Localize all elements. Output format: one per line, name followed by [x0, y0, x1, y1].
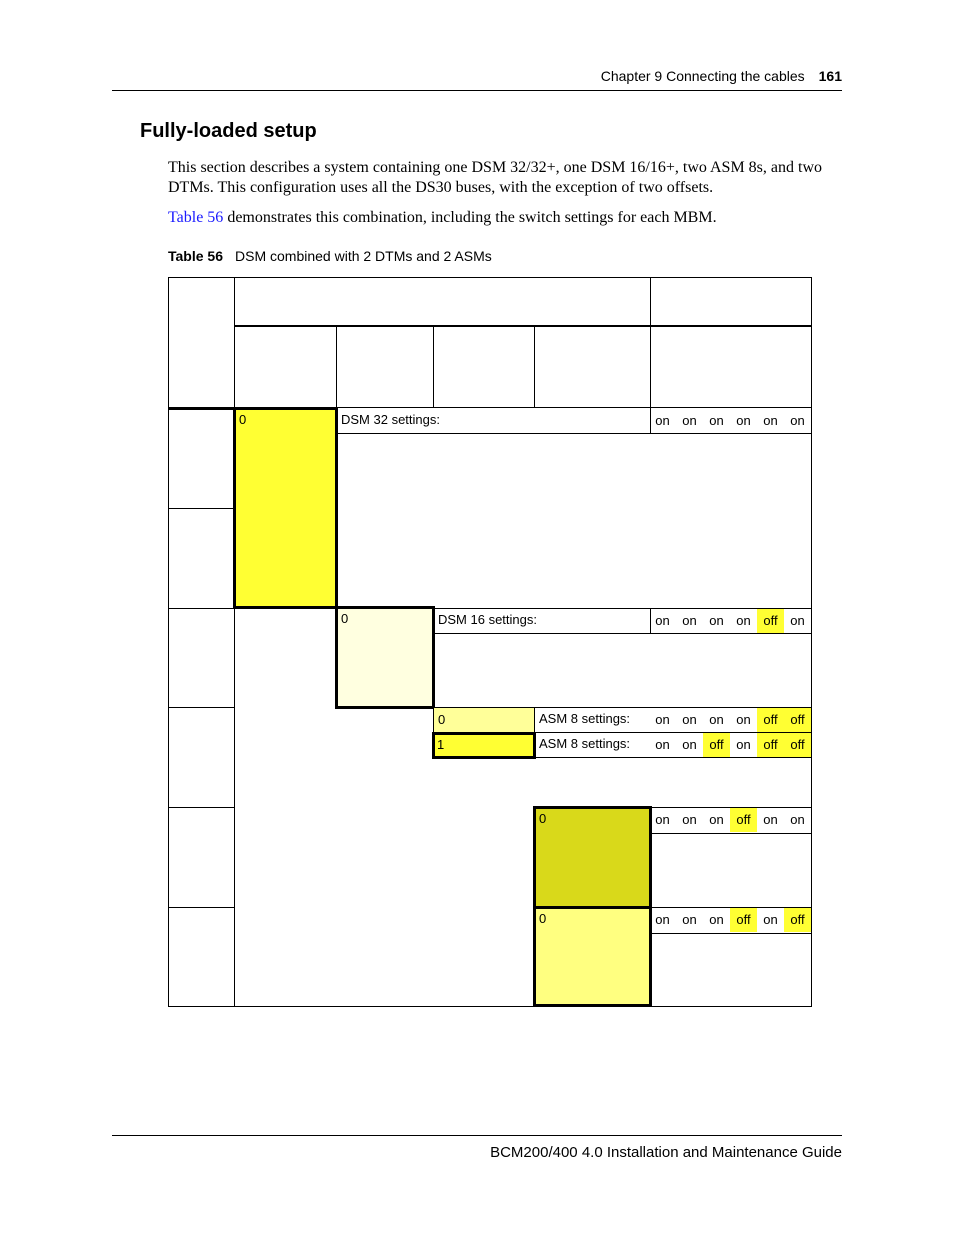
chapter-title: Chapter 9 Connecting the cables: [600, 68, 805, 84]
switch-5: off: [757, 733, 784, 757]
row-divider: [168, 608, 235, 609]
running-header: [601, 68, 842, 84]
switch-4: on: [736, 712, 751, 727]
switch-2: on: [682, 413, 697, 428]
switch-4: off: [730, 908, 757, 932]
header-divider: [433, 325, 434, 408]
switch-3: off: [703, 733, 730, 757]
switch-2: on: [682, 912, 697, 927]
switch-6: on: [790, 413, 805, 428]
switch-3: on: [709, 413, 724, 428]
switch-1: on: [655, 737, 670, 752]
switch-3: on: [709, 712, 724, 727]
switch-2: on: [682, 712, 697, 727]
switch-4: off: [730, 808, 757, 832]
footer-rule: [112, 1135, 842, 1136]
switch-3: on: [709, 812, 724, 827]
table-border-left: [168, 277, 169, 1007]
row-line: [650, 833, 812, 834]
row-divider: [168, 508, 235, 509]
row-divider: [168, 907, 235, 908]
switch-4: on: [736, 613, 751, 628]
intro-paragraph: This section describes a system containing one DSM 32/32+, one DSM 16/16+, two ASM 8s, and two DTMs. This configuration uses all the DS30 buses, with the exception of two offsets.: [168, 159, 823, 196]
switch-1: on: [655, 912, 670, 927]
dsm32-settings-label: DSM 32 settings:: [341, 412, 440, 427]
dsm16-block: [335, 606, 435, 709]
row-divider: [168, 807, 235, 808]
header-divider: [234, 277, 235, 408]
column-divider: [234, 608, 235, 1007]
switch-6: on: [790, 812, 805, 827]
dsm32-block: [233, 407, 338, 609]
dsm16-settings-label: DSM 16 settings:: [438, 612, 537, 627]
footer-text: BCM200/400 4.0 Installation and Maintenance Guide: [490, 1144, 842, 1161]
switch-5: off: [757, 609, 784, 633]
asm8-b-offset: 1: [437, 737, 445, 752]
switch-3: on: [709, 912, 724, 927]
table-caption: [168, 248, 492, 264]
switch-1: on: [655, 712, 670, 727]
asm8-a-settings-label: ASM 8 settings:: [539, 711, 631, 726]
page-number: 161: [818, 68, 842, 84]
dsm16-offset: 0: [341, 611, 349, 626]
asm8-a-cell: [433, 707, 535, 733]
dtm-b-block: [533, 906, 652, 1007]
row-line: [433, 633, 812, 634]
dtm-b-offset: 0: [539, 911, 547, 926]
paragraph-text: demonstrates this combination, including the switch settings for each MBM.: [223, 209, 717, 226]
header-divider: [534, 325, 535, 408]
switch-2: on: [682, 812, 697, 827]
table-border-bottom: [168, 1006, 812, 1007]
switch-1: on: [655, 613, 670, 628]
row-line: [534, 757, 812, 758]
switch-5: off: [757, 708, 784, 732]
table-border-top: [168, 277, 812, 278]
row-line: [336, 407, 812, 408]
switch-2: on: [682, 613, 697, 628]
row-line: [650, 933, 812, 934]
row-line: [336, 433, 812, 434]
switch-5: on: [763, 413, 778, 428]
header-divider: [234, 325, 812, 327]
asm8-a-offset: 0: [438, 712, 446, 727]
switch-1: on: [655, 413, 670, 428]
header-divider: [650, 277, 651, 408]
switch-6: off: [784, 708, 811, 732]
dsm32-offset: 0: [239, 412, 247, 427]
row-divider: [168, 407, 236, 410]
table-caption-text: DSM combined with 2 DTMs and 2 ASMs: [235, 248, 492, 264]
asm8-b-settings-label: ASM 8 settings:: [539, 736, 631, 751]
switch-5: on: [763, 812, 778, 827]
switch-6: off: [784, 908, 811, 932]
table-reference-paragraph: [168, 208, 840, 228]
switch-6: on: [790, 613, 805, 628]
section-title: Fully-loaded setup: [140, 120, 317, 142]
switch-4: on: [736, 737, 751, 752]
switch-4: on: [736, 413, 751, 428]
dtm-a-block: [533, 806, 652, 909]
header-divider: [336, 325, 337, 408]
switch-2: on: [682, 737, 697, 752]
row-divider: [168, 707, 235, 708]
switch-1: on: [655, 812, 670, 827]
table-56-link[interactable]: Table 56: [168, 209, 224, 226]
switch-6: off: [784, 733, 811, 757]
switch-5: on: [763, 912, 778, 927]
dtm-a-offset: 0: [539, 811, 547, 826]
table-number: Table 56: [168, 248, 223, 264]
asm8-b-cell: [432, 732, 536, 759]
table-border-right: [811, 277, 812, 1007]
header-rule: [112, 90, 842, 91]
switch-3: on: [709, 613, 724, 628]
